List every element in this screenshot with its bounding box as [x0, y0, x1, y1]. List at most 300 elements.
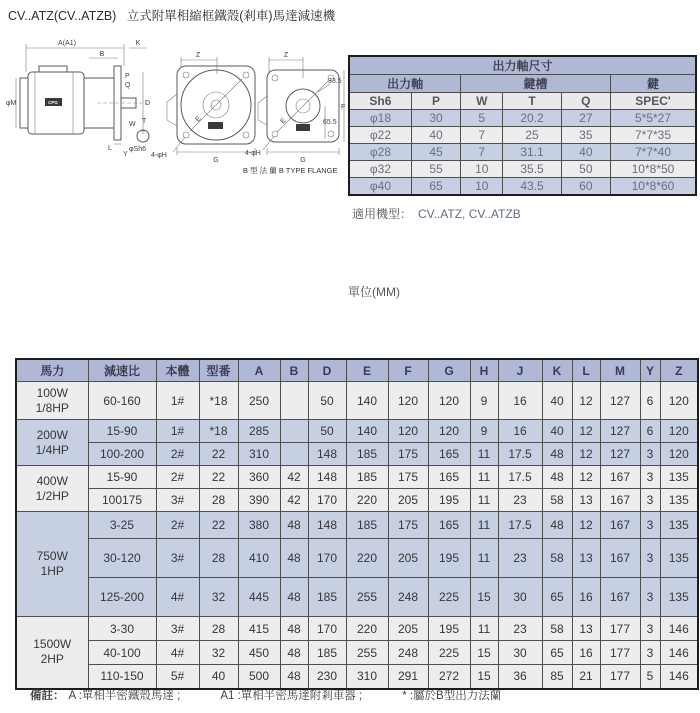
spec-cell: 175	[388, 443, 428, 466]
spec-cell: 165	[428, 466, 470, 489]
spec-cell: 16	[498, 420, 542, 443]
shaft-table-body	[349, 110, 696, 196]
spec-cell: 127	[600, 382, 640, 420]
spec-cell: 28	[199, 617, 238, 641]
dim-label: 4-φH	[151, 152, 167, 159]
spec-cell: 16	[572, 578, 600, 617]
spec-cell: 15-90	[88, 420, 156, 443]
spec-cell: 127	[600, 420, 640, 443]
shaft-cell: φ22	[349, 127, 411, 144]
group-output-shaft: 出力軸	[349, 75, 461, 93]
shaft-cell: 40	[561, 144, 610, 161]
spec-cell: 11	[470, 617, 498, 641]
dim-label: F	[341, 104, 346, 111]
shaft-dimensions-table	[348, 55, 697, 196]
shaft-cell: 5	[461, 110, 503, 127]
spec-cell: 125-200	[88, 578, 156, 617]
spec-cell: 6	[640, 382, 660, 420]
spec-cell: 17.5	[498, 512, 542, 539]
spec-column-header: Y	[640, 359, 660, 382]
spec-column-header: F	[388, 359, 428, 382]
spec-table-row	[16, 665, 698, 689]
spec-cell: 12	[572, 420, 600, 443]
spec-cell: 23	[498, 489, 542, 512]
footnote-item: * :屬於B型出力法蘭	[402, 690, 502, 702]
spec-cell: 22	[199, 443, 238, 466]
spec-cell: 30	[498, 641, 542, 665]
spec-cell: 170	[308, 489, 346, 512]
shaft-column-header: SPEC'	[610, 93, 696, 110]
dim-label: Y	[123, 151, 128, 158]
spec-cell: 500	[238, 665, 280, 689]
spec-cell: 185	[308, 641, 346, 665]
spec-cell: 4#	[156, 578, 199, 617]
applicable-models-label: 適用機型：	[352, 207, 413, 221]
spec-cell: 146	[660, 665, 698, 689]
group-key: 鍵	[610, 75, 696, 93]
spec-cell: 135	[660, 512, 698, 539]
spec-cell: 167	[600, 539, 640, 578]
spec-cell: 11	[470, 443, 498, 466]
spec-cell: 15	[470, 641, 498, 665]
flange-view	[243, 52, 345, 175]
shaft-table-header-row	[349, 93, 696, 110]
spec-cell: 4#	[156, 641, 199, 665]
spec-cell: 170	[308, 539, 346, 578]
shaft-cell: 10*8*60	[610, 178, 696, 196]
spec-cell	[280, 420, 308, 443]
spec-cell: 23	[498, 539, 542, 578]
spec-cell	[280, 382, 308, 420]
shaft-cell: 5*5*27	[610, 110, 696, 127]
dim-label: D	[145, 100, 151, 107]
spec-cell: 48	[280, 578, 308, 617]
spec-cell: 16	[572, 641, 600, 665]
shaft-table-title-row	[349, 56, 696, 75]
spec-cell: 285	[238, 420, 280, 443]
dim-label: A(A1)	[58, 40, 76, 47]
shaft-cell: 25	[503, 127, 561, 144]
spec-cell: 13	[572, 539, 600, 578]
spec-cell: 3	[640, 489, 660, 512]
spec-cell: 170	[308, 617, 346, 641]
page-title: CV..ATZ(CV..ATZB) 立式附單相縮框鐵殼(剎車)馬達減速機	[8, 9, 336, 23]
spec-cell: 185	[346, 466, 388, 489]
shaft-table-row	[349, 161, 696, 178]
spec-column-header: J	[498, 359, 542, 382]
spec-column-header: 馬力	[16, 359, 88, 382]
spec-cell: 120	[660, 420, 698, 443]
footnote-item: A1 :單相半密馬達附剎車器 ;	[220, 690, 363, 702]
shaft-cell: 30	[411, 110, 460, 127]
spec-cell: 165	[428, 443, 470, 466]
spec-cell: 40	[199, 665, 238, 689]
spec-cell: 248	[388, 641, 428, 665]
spec-cell: 40-100	[88, 641, 156, 665]
spec-cell: 1#	[156, 420, 199, 443]
spec-cell: 48	[542, 466, 572, 489]
spec-cell: 220	[346, 617, 388, 641]
spec-cell: 120	[388, 382, 428, 420]
shaft-cell: φ28	[349, 144, 411, 161]
power-cell: 400W 1/2HP	[16, 466, 88, 512]
spec-column-header: Z	[660, 359, 698, 382]
spec-cell: 12	[572, 466, 600, 489]
dim-label: φSh6	[129, 146, 146, 153]
shaft-column-header: W	[461, 93, 503, 110]
dim-label: G	[300, 157, 306, 164]
shaft-cell: 35	[561, 127, 610, 144]
technical-drawing	[5, 36, 348, 176]
spec-cell: 48	[542, 443, 572, 466]
spec-cell: 3	[640, 512, 660, 539]
spec-cell: 11	[470, 539, 498, 578]
dim-label: 65.5	[323, 119, 337, 126]
shaft-column-header: Q	[561, 93, 610, 110]
spec-column-header: K	[542, 359, 572, 382]
spec-cell: 58	[542, 489, 572, 512]
spec-table-row	[16, 512, 698, 539]
spec-cell: 177	[600, 641, 640, 665]
spec-cell: 22	[199, 512, 238, 539]
spec-cell: 120	[428, 420, 470, 443]
spec-cell: 65	[542, 641, 572, 665]
spec-cell: 2#	[156, 443, 199, 466]
spec-column-header: M	[600, 359, 640, 382]
cpg-logo-text: CPG	[48, 100, 58, 105]
spec-cell: 30	[498, 578, 542, 617]
dim-label: K	[135, 40, 141, 47]
flange-caption: B 型 法 蘭 B TYPE FLANGE	[243, 166, 338, 175]
spec-table-row	[16, 382, 698, 420]
dim-label: Q	[125, 82, 131, 89]
spec-cell: 135	[660, 489, 698, 512]
power-cell: 200W 1/4HP	[16, 420, 88, 466]
spec-cell: 195	[428, 539, 470, 578]
spec-cell: 390	[238, 489, 280, 512]
spec-cell: 248	[388, 578, 428, 617]
spec-cell: 40	[542, 382, 572, 420]
spec-cell: 5#	[156, 665, 199, 689]
spec-cell: 17.5	[498, 466, 542, 489]
spec-cell: 11	[470, 512, 498, 539]
spec-column-header: 本體	[156, 359, 199, 382]
spec-cell: 1#	[156, 382, 199, 420]
spec-cell: 185	[346, 443, 388, 466]
shaft-cell: 7	[461, 127, 503, 144]
spec-cell: 13	[572, 489, 600, 512]
spec-cell: 36	[498, 665, 542, 689]
cpg-logo	[296, 124, 310, 131]
spec-cell: 146	[660, 617, 698, 641]
spec-cell: 120	[660, 443, 698, 466]
spec-cell: 205	[388, 617, 428, 641]
shaft-cell: 43.5	[503, 178, 561, 196]
spec-column-header: L	[572, 359, 600, 382]
spec-cell: 3	[640, 466, 660, 489]
spec-cell: 185	[308, 578, 346, 617]
spec-cell: 167	[600, 466, 640, 489]
spec-cell: 48	[280, 539, 308, 578]
spec-cell: 11	[470, 489, 498, 512]
spec-cell: 310	[346, 665, 388, 689]
spec-column-header: 減速比	[88, 359, 156, 382]
spec-column-header: E	[346, 359, 388, 382]
spec-cell: 23	[498, 617, 542, 641]
spec-cell: 3#	[156, 489, 199, 512]
spec-cell: 9	[470, 420, 498, 443]
front-view	[151, 52, 255, 164]
side-view	[6, 40, 150, 158]
spec-cell: 175	[388, 466, 428, 489]
spec-cell: 220	[346, 489, 388, 512]
spec-table-row	[16, 617, 698, 641]
spec-cell: 32	[199, 578, 238, 617]
spec-cell: 15	[470, 578, 498, 617]
shaft-column-header: Sh6	[349, 93, 411, 110]
shaft-table-row	[349, 127, 696, 144]
spec-table-row	[16, 489, 698, 512]
shaft-table-row	[349, 144, 696, 161]
spec-table-body	[16, 382, 698, 689]
spec-cell: 50	[308, 420, 346, 443]
spec-cell: 177	[600, 665, 640, 689]
shaft-column-header: P	[411, 93, 460, 110]
dim-label: P	[125, 73, 130, 80]
spec-cell: 12	[572, 382, 600, 420]
spec-cell: 2#	[156, 466, 199, 489]
spec-cell: 225	[428, 641, 470, 665]
dim-label: φM	[6, 100, 17, 107]
spec-cell: 32	[199, 641, 238, 665]
shaft-cell: 10	[461, 178, 503, 196]
dim-label: 4-φH	[245, 150, 261, 157]
spec-table-row	[16, 420, 698, 443]
spec-cell: 195	[428, 617, 470, 641]
spec-cell: 42	[280, 489, 308, 512]
spec-cell: 177	[600, 617, 640, 641]
spec-cell: 42	[280, 466, 308, 489]
power-cell: 1500W 2HP	[16, 617, 88, 689]
spec-cell: 310	[238, 443, 280, 466]
spec-cell: 3	[640, 443, 660, 466]
spec-cell: 167	[600, 512, 640, 539]
spec-cell: 85	[542, 665, 572, 689]
spec-cell: 255	[346, 578, 388, 617]
shaft-cell: 20.2	[503, 110, 561, 127]
spec-cell: 60-160	[88, 382, 156, 420]
spec-cell: 15	[470, 665, 498, 689]
spec-cell: 148	[308, 512, 346, 539]
applicable-models-value: CV..ATZ, CV..ATZB	[418, 207, 521, 221]
spec-cell: 380	[238, 512, 280, 539]
spec-cell: 225	[428, 578, 470, 617]
spec-cell: 220	[346, 539, 388, 578]
spec-column-header: H	[470, 359, 498, 382]
dim-label: L	[108, 145, 112, 152]
spec-cell: 30-120	[88, 539, 156, 578]
spec-cell: 167	[600, 578, 640, 617]
power-cell: 750W 1HP	[16, 512, 88, 617]
spec-cell: 28	[199, 539, 238, 578]
spec-cell: 58	[542, 539, 572, 578]
spec-cell: 2#	[156, 512, 199, 539]
unit-note: 單位(MM)	[348, 285, 400, 299]
spec-table	[15, 358, 699, 690]
shaft-table-row	[349, 178, 696, 196]
spec-cell: 415	[238, 617, 280, 641]
spec-cell: 12	[572, 512, 600, 539]
spec-cell: 140	[346, 420, 388, 443]
spec-cell: 175	[388, 512, 428, 539]
shaft-cell: φ32	[349, 161, 411, 178]
spec-cell: 48	[280, 665, 308, 689]
spec-cell: 48	[542, 512, 572, 539]
spec-cell: 58	[542, 617, 572, 641]
shaft-cell: φ18	[349, 110, 411, 127]
spec-cell: 100-200	[88, 443, 156, 466]
spec-table-row	[16, 578, 698, 617]
spec-column-header: A	[238, 359, 280, 382]
power-cell: 100W 1/8HP	[16, 382, 88, 420]
spec-cell: 17.5	[498, 443, 542, 466]
spec-cell: 3	[640, 578, 660, 617]
spec-cell: 250	[238, 382, 280, 420]
spec-cell: 167	[600, 489, 640, 512]
shaft-table-group-row	[349, 75, 696, 93]
spec-cell: 16	[498, 382, 542, 420]
spec-cell: 120	[388, 420, 428, 443]
spec-column-header: 型番	[199, 359, 238, 382]
spec-table-header-row	[16, 359, 698, 382]
spec-cell	[280, 443, 308, 466]
shaft-cell: 60	[561, 178, 610, 196]
spec-cell: 48	[280, 617, 308, 641]
spec-cell: 48	[280, 512, 308, 539]
dim-label: W	[129, 121, 136, 128]
applicable-models	[352, 205, 521, 222]
spec-column-header: D	[308, 359, 346, 382]
spec-cell: 28	[199, 489, 238, 512]
spec-cell: 205	[388, 539, 428, 578]
spec-cell: 146	[660, 641, 698, 665]
spec-cell: 40	[542, 420, 572, 443]
spec-cell: 5	[640, 665, 660, 689]
spec-cell: 3#	[156, 617, 199, 641]
dim-label: G	[213, 157, 219, 164]
spec-cell: 3#	[156, 539, 199, 578]
shaft-cell: φ40	[349, 178, 411, 196]
spec-cell: 360	[238, 466, 280, 489]
spec-cell: 135	[660, 578, 698, 617]
spec-cell: 12	[572, 443, 600, 466]
spec-cell: 3	[640, 641, 660, 665]
spec-column-header: G	[428, 359, 470, 382]
cpg-logo	[208, 122, 223, 129]
shaft-cell: 55	[411, 161, 460, 178]
dim-label: Z	[195, 52, 201, 59]
spec-cell: 3-25	[88, 512, 156, 539]
footnote-item: A :單相半密鐵殼馬達 ;	[68, 690, 181, 702]
spec-cell: 11	[470, 466, 498, 489]
shaft-cell: 45	[411, 144, 460, 161]
spec-cell: 135	[660, 539, 698, 578]
dim-label: Z	[283, 52, 289, 59]
spec-cell: 148	[308, 443, 346, 466]
spec-cell: 445	[238, 578, 280, 617]
group-keyway: 鍵槽	[461, 75, 611, 93]
dim-label: T	[142, 118, 147, 125]
shaft-cell: 27	[561, 110, 610, 127]
shaft-cell: 40	[411, 127, 460, 144]
spec-cell: 65	[542, 578, 572, 617]
spec-cell: 9	[470, 382, 498, 420]
spec-column-header: B	[280, 359, 308, 382]
shaft-cell: 35.5	[503, 161, 561, 178]
spec-cell: 3	[640, 617, 660, 641]
spec-cell: 3-30	[88, 617, 156, 641]
spec-cell: 230	[308, 665, 346, 689]
spec-table-row	[16, 539, 698, 578]
spec-table-row	[16, 443, 698, 466]
shaft-cell: 7	[461, 144, 503, 161]
dim-label: B	[99, 51, 105, 58]
spec-cell: 50	[308, 382, 346, 420]
spec-cell: 48	[280, 641, 308, 665]
spec-cell: *18	[199, 382, 238, 420]
spec-cell: 205	[388, 489, 428, 512]
spec-cell: 291	[388, 665, 428, 689]
spec-cell: 255	[346, 641, 388, 665]
spec-cell: 120	[660, 382, 698, 420]
spec-cell: 100175	[88, 489, 156, 512]
shaft-cell: 65	[411, 178, 460, 196]
spec-cell: 110-150	[88, 665, 156, 689]
spec-cell: 185	[346, 512, 388, 539]
shaft-cell: 7*7*40	[610, 144, 696, 161]
spec-cell: 13	[572, 617, 600, 641]
spec-cell: 410	[238, 539, 280, 578]
spec-cell: 3	[640, 539, 660, 578]
spec-cell: 120	[428, 382, 470, 420]
footnote-label: 備註：	[30, 690, 65, 702]
spec-cell: 140	[346, 382, 388, 420]
shaft-cell: 7*7*35	[610, 127, 696, 144]
footnote	[30, 687, 501, 703]
shaft-cell: 10*8*50	[610, 161, 696, 178]
spec-cell: 22	[199, 466, 238, 489]
shaft-table-title: 出力軸尺寸	[349, 56, 696, 75]
spec-table-row	[16, 466, 698, 489]
spec-cell: 135	[660, 466, 698, 489]
spec-cell: *18	[199, 420, 238, 443]
spec-cell: 15-90	[88, 466, 156, 489]
spec-cell: 165	[428, 512, 470, 539]
spec-cell: 450	[238, 641, 280, 665]
spec-cell: 272	[428, 665, 470, 689]
shaft-cell: 50	[561, 161, 610, 178]
spec-cell: 21	[572, 665, 600, 689]
spec-cell: 195	[428, 489, 470, 512]
spec-cell: 127	[600, 443, 640, 466]
spec-cell: 6	[640, 420, 660, 443]
dim-label: E	[194, 115, 203, 124]
shaft-cell: 31.1	[503, 144, 561, 161]
shaft-column-header: T	[503, 93, 561, 110]
dim-label: E	[279, 117, 288, 126]
spec-cell: 148	[308, 466, 346, 489]
shaft-cell: 10	[461, 161, 503, 178]
